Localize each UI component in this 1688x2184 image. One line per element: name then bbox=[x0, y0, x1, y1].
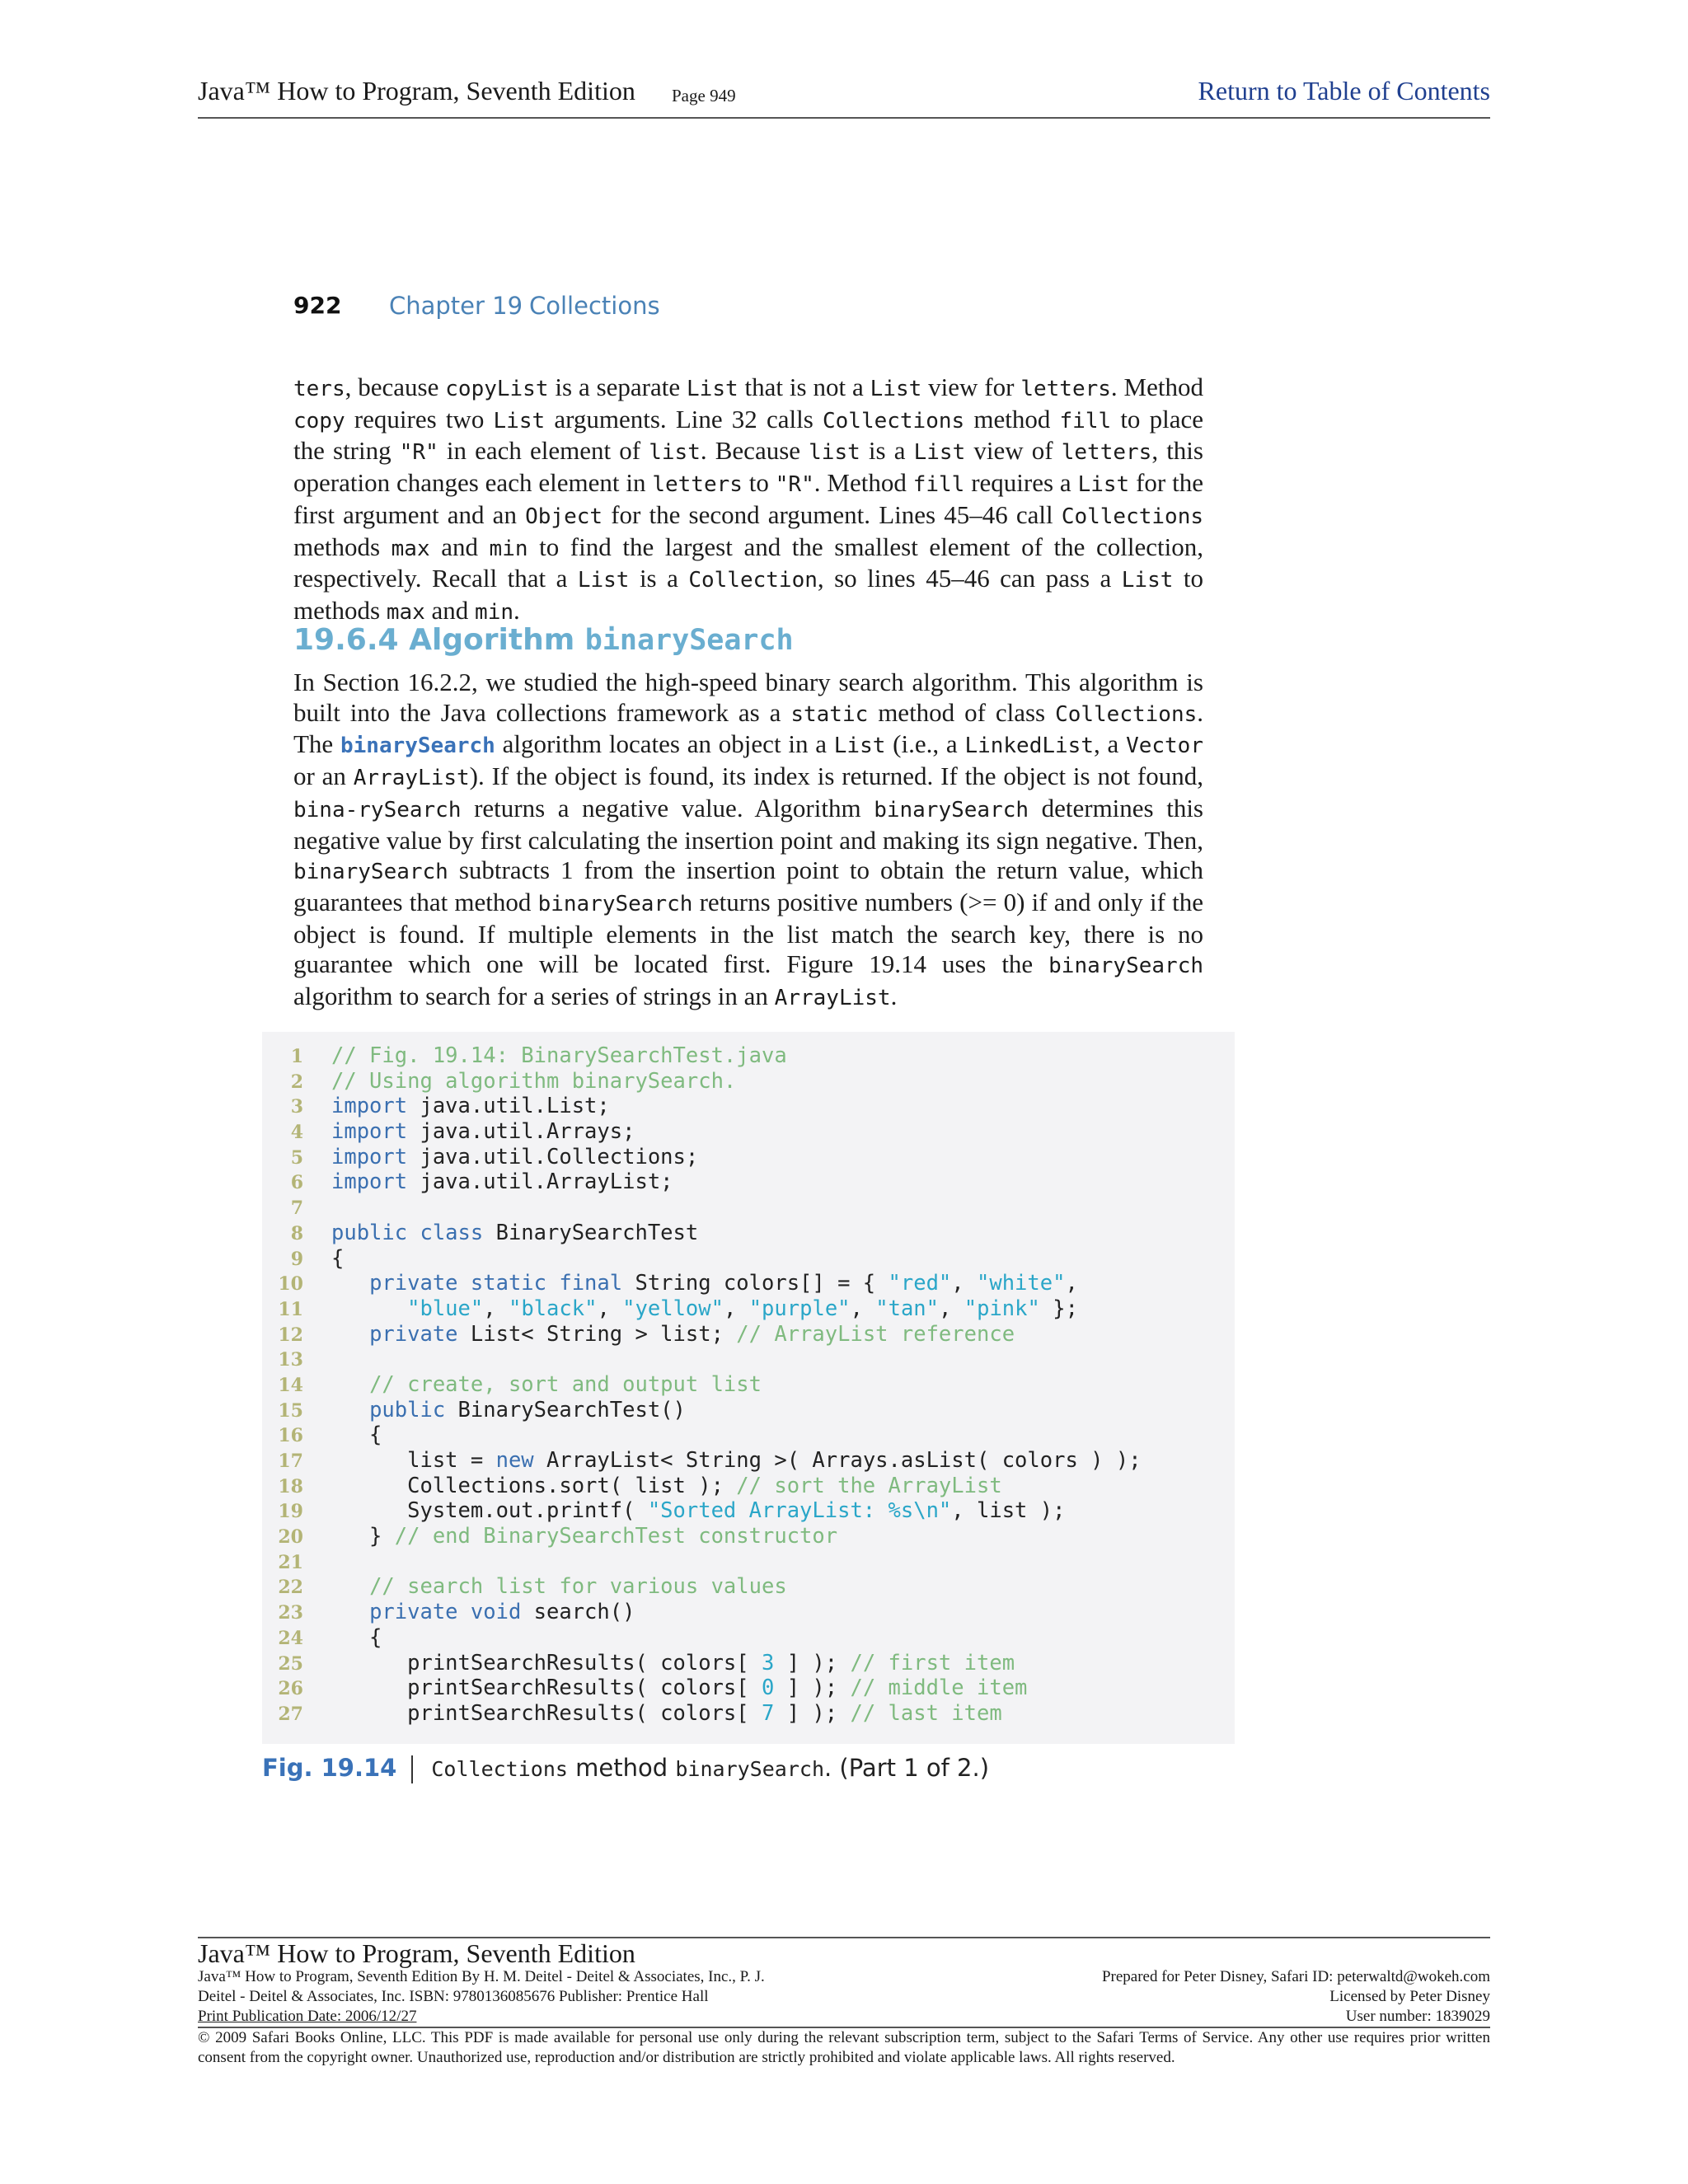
line-number: 5 bbox=[290, 1146, 303, 1169]
caption-separator bbox=[411, 1755, 413, 1783]
code-token: }; bbox=[1039, 1296, 1078, 1321]
line-number: 3 bbox=[290, 1096, 303, 1118]
code-token: // middle item bbox=[850, 1675, 1028, 1701]
footer-line: Prepared for Peter Disney, Safari ID: peterwaltd@wokeh.com bbox=[1101, 1968, 1490, 1985]
chapter-title: Collections bbox=[529, 292, 660, 320]
code-token: java.util.ArrayList; bbox=[407, 1169, 673, 1195]
code-token: private void bbox=[369, 1600, 522, 1625]
section-heading: 19.6.4 Algorithm binarySearch bbox=[293, 623, 794, 657]
code-token: list = bbox=[331, 1448, 496, 1473]
line-number: 22 bbox=[278, 1577, 303, 1599]
code-token: { bbox=[331, 1422, 382, 1448]
line-number: 18 bbox=[278, 1475, 303, 1497]
code-token: "yellow" bbox=[622, 1296, 724, 1321]
code-token: BinarySearchTest() bbox=[445, 1397, 686, 1422]
code-token: "tan" bbox=[875, 1296, 940, 1321]
line-number: 20 bbox=[278, 1526, 303, 1549]
code-line bbox=[262, 1448, 1142, 1474]
line-number: 15 bbox=[278, 1399, 303, 1422]
code-line bbox=[262, 1246, 1142, 1272]
code-token: BinarySearchTest bbox=[483, 1220, 699, 1245]
page-number: 922 bbox=[293, 292, 342, 319]
code-token: ] ); bbox=[774, 1700, 851, 1726]
code-token: import bbox=[331, 1119, 408, 1145]
code-line bbox=[262, 1422, 1142, 1448]
line-number: 16 bbox=[278, 1425, 303, 1447]
code-token: new bbox=[495, 1448, 534, 1473]
code-token: "white" bbox=[977, 1271, 1066, 1296]
code-token bbox=[331, 1322, 369, 1347]
book-title: Java™ How to Program, Seventh Edition bbox=[198, 76, 635, 105]
code-line bbox=[262, 1043, 1142, 1069]
code-token: // last item bbox=[850, 1700, 1002, 1726]
code-token: search() bbox=[521, 1600, 635, 1625]
line-number: 2 bbox=[290, 1071, 303, 1093]
body-paragraph: ters, because copyList is a separate List that is not a List view for letters. Method copy requires two List arguments. Line 32 calls Collections method fill to place the string "R" in each element of list. Because list is a List view of letters, this operation changes each element in letters to "R". Method fill requires a List for the first argument and an Object for the second argument. Lines 45–46 call Collections methods max and min to find the largest and the smallest element of the collection, respectively. Recall that a List is a Collection, so lines 45–46 can pass a List to methods max and min. bbox=[293, 373, 1204, 625]
code-line bbox=[262, 1498, 1142, 1524]
code-token: List< String > list; bbox=[457, 1321, 737, 1347]
code-token: "pink" bbox=[964, 1296, 1040, 1321]
code-listing bbox=[262, 1032, 1235, 1744]
code-token: // Using algorithm binarySearch. bbox=[331, 1068, 737, 1094]
line-number: 10 bbox=[278, 1273, 303, 1296]
line-number: 21 bbox=[278, 1551, 303, 1573]
code-line bbox=[262, 1549, 1142, 1575]
footer-license-info bbox=[1102, 1967, 1490, 2027]
line-number: 24 bbox=[278, 1627, 303, 1649]
code-token: System.out.printf( bbox=[331, 1498, 648, 1524]
code-line bbox=[262, 1675, 1142, 1701]
footer-line: Deitel - Deitel & Associates, Inc. ISBN: 9780136085676 Publisher: Prentice Hall bbox=[198, 1988, 709, 2005]
code-line bbox=[262, 1296, 1142, 1322]
code-line bbox=[262, 1600, 1142, 1625]
code-token: "purple" bbox=[748, 1296, 851, 1321]
code-token: { bbox=[331, 1624, 382, 1650]
code-token bbox=[331, 1372, 369, 1397]
line-number: 4 bbox=[290, 1122, 303, 1144]
code-line bbox=[262, 1574, 1142, 1600]
footer-line: Java™ How to Program, Seventh Edition By H. M. Deitel - Deitel & Associates, Inc., P. J. bbox=[198, 1968, 765, 1985]
code-token: , bbox=[597, 1296, 623, 1321]
code-lines bbox=[262, 1043, 1142, 1727]
code-line bbox=[262, 1119, 1142, 1145]
code-token: ] ); bbox=[774, 1675, 851, 1701]
code-token: // ArrayList reference bbox=[736, 1321, 1015, 1347]
code-line bbox=[262, 1169, 1142, 1195]
chapter-label: Chapter 19 bbox=[389, 292, 523, 320]
code-token: "black" bbox=[508, 1296, 598, 1321]
code-line bbox=[262, 1474, 1142, 1499]
code-token: 7 bbox=[761, 1700, 775, 1726]
line-number: 7 bbox=[290, 1197, 303, 1220]
code-line bbox=[262, 1195, 1142, 1221]
code-token: import bbox=[331, 1094, 408, 1119]
code-token: "blue" bbox=[407, 1296, 484, 1321]
code-token bbox=[331, 1600, 369, 1624]
code-token: // first item bbox=[850, 1650, 1015, 1675]
line-number: 6 bbox=[290, 1172, 303, 1194]
line-number: 23 bbox=[278, 1602, 303, 1624]
footer-publication-info bbox=[198, 1967, 765, 2027]
code-token: Collections.sort( list ); bbox=[331, 1473, 737, 1498]
code-token: // end BinarySearchTest constructor bbox=[394, 1524, 838, 1549]
code-token: java.util.List; bbox=[407, 1094, 610, 1119]
code-line bbox=[262, 1398, 1142, 1423]
code-token: , bbox=[483, 1296, 509, 1321]
footer-line: Licensed by Peter Disney bbox=[1329, 1988, 1490, 2005]
code-token: java.util.Collections; bbox=[407, 1144, 699, 1169]
code-token: ArrayList< String >( Arrays.asList( colors ) ); bbox=[533, 1448, 1142, 1473]
code-line bbox=[262, 1271, 1142, 1296]
code-token: import bbox=[331, 1144, 408, 1169]
code-line bbox=[262, 1069, 1142, 1094]
code-token: printSearchResults( colors[ bbox=[331, 1700, 762, 1726]
line-number: 8 bbox=[290, 1222, 303, 1244]
line-number: 9 bbox=[290, 1248, 303, 1270]
code-token: import bbox=[331, 1169, 408, 1195]
code-token: java.util.Arrays; bbox=[407, 1119, 635, 1145]
code-token: printSearchResults( colors[ bbox=[331, 1675, 762, 1701]
line-number: 26 bbox=[278, 1678, 303, 1700]
code-token: , bbox=[951, 1271, 977, 1296]
code-token: "Sorted ArrayList: %s\n" bbox=[647, 1498, 952, 1524]
code-line bbox=[262, 1145, 1142, 1170]
code-token bbox=[331, 1296, 407, 1321]
code-token bbox=[331, 1574, 369, 1599]
code-token: , bbox=[723, 1296, 749, 1321]
code-line bbox=[262, 1322, 1142, 1347]
line-number: 12 bbox=[278, 1324, 303, 1346]
code-token: public class bbox=[331, 1220, 484, 1245]
code-line bbox=[262, 1372, 1142, 1398]
footer-line: Print Publication Date: 2006/12/27 bbox=[198, 2008, 417, 2025]
figure-caption: Fig. 19.14 Collections method binarySearch. (Part 1 of 2.) bbox=[262, 1754, 990, 1782]
code-token: printSearchResults( colors[ bbox=[331, 1650, 762, 1675]
code-line bbox=[262, 1701, 1142, 1727]
table-of-contents-link[interactable]: Return to Table of Contents bbox=[1198, 76, 1490, 105]
code-token: private static final bbox=[369, 1271, 623, 1296]
figure-label: Fig. 19.14 bbox=[262, 1754, 397, 1782]
code-token: // sort the ArrayList bbox=[736, 1473, 1002, 1498]
code-token: { bbox=[331, 1245, 345, 1271]
code-token: // search list for various values bbox=[369, 1574, 787, 1600]
code-token: ] ); bbox=[774, 1650, 851, 1675]
line-number: 17 bbox=[278, 1451, 303, 1472]
code-line bbox=[262, 1347, 1142, 1372]
line-number: 11 bbox=[278, 1298, 303, 1320]
body-paragraph: In Section 16.2.2, we studied the high-speed binary search algorithm. This algorithm is built into the Java collections framework as a static method of class Collections. The binarySearch algorithm locates an object in a List (i.e., a LinkedList, a Vector or an ArrayList). If the object is found, its index is returned. If the object is not found, bina-rySearch returns a negative value. Algorithm binarySearch determines this negative value by first calculating the insertion point and making its sign negative. Then, binarySearch subtracts 1 from the insertion point to obtain the return value, which guarantees that method binarySearch returns positive numbers (>= 0) if and only if the object is found. If multiple elements in the list match the search key, there is no guarantee which one will be located first. Figure 19.14 uses the binarySearch algorithm to search for a series of strings in an ArrayList. bbox=[293, 668, 1203, 1011]
code-token bbox=[331, 1271, 369, 1296]
code-line bbox=[262, 1651, 1142, 1676]
line-number: 27 bbox=[278, 1703, 303, 1725]
code-token: 0 bbox=[761, 1675, 775, 1701]
code-token bbox=[331, 1398, 369, 1422]
copyright-notice: © 2009 Safari Books Online, LLC. This PDF is made available for personal use only during the relevant subscription term, subject to the Safari Terms of Service. Any other use requires prior written consent from the copyright owner. Unauthorized use, reproduction and/or distribution are strictly prohibited and violate applicable laws. All rights reserved. bbox=[198, 2029, 1490, 2066]
code-token: String colors[] = { bbox=[622, 1271, 889, 1296]
code-token: "red" bbox=[888, 1271, 952, 1296]
page-reference: Page 949 bbox=[672, 86, 736, 105]
code-token: private bbox=[369, 1321, 458, 1347]
code-token: } bbox=[331, 1524, 395, 1549]
code-token: public bbox=[369, 1397, 446, 1422]
line-number: 13 bbox=[278, 1349, 303, 1371]
code-token: , bbox=[939, 1296, 964, 1321]
code-token: , list ); bbox=[951, 1498, 1066, 1524]
footer-line: User number: 1839029 bbox=[1345, 2008, 1490, 2025]
code-line bbox=[262, 1625, 1142, 1651]
page-header bbox=[198, 76, 1490, 119]
line-number: 14 bbox=[278, 1374, 303, 1396]
line-number: 25 bbox=[278, 1652, 303, 1675]
code-token: , bbox=[850, 1296, 876, 1321]
code-token: , bbox=[1065, 1271, 1078, 1296]
line-number: 19 bbox=[278, 1501, 303, 1523]
code-token: // create, sort and output list bbox=[369, 1371, 762, 1397]
line-number: 1 bbox=[290, 1046, 303, 1067]
code-line bbox=[262, 1221, 1142, 1246]
code-line bbox=[262, 1524, 1142, 1549]
footer-title: Java™ How to Program, Seventh Edition bbox=[198, 1938, 635, 1968]
code-token: 3 bbox=[761, 1650, 775, 1675]
code-token: // Fig. 19.14: BinarySearchTest.java bbox=[331, 1043, 787, 1068]
code-line bbox=[262, 1094, 1142, 1119]
